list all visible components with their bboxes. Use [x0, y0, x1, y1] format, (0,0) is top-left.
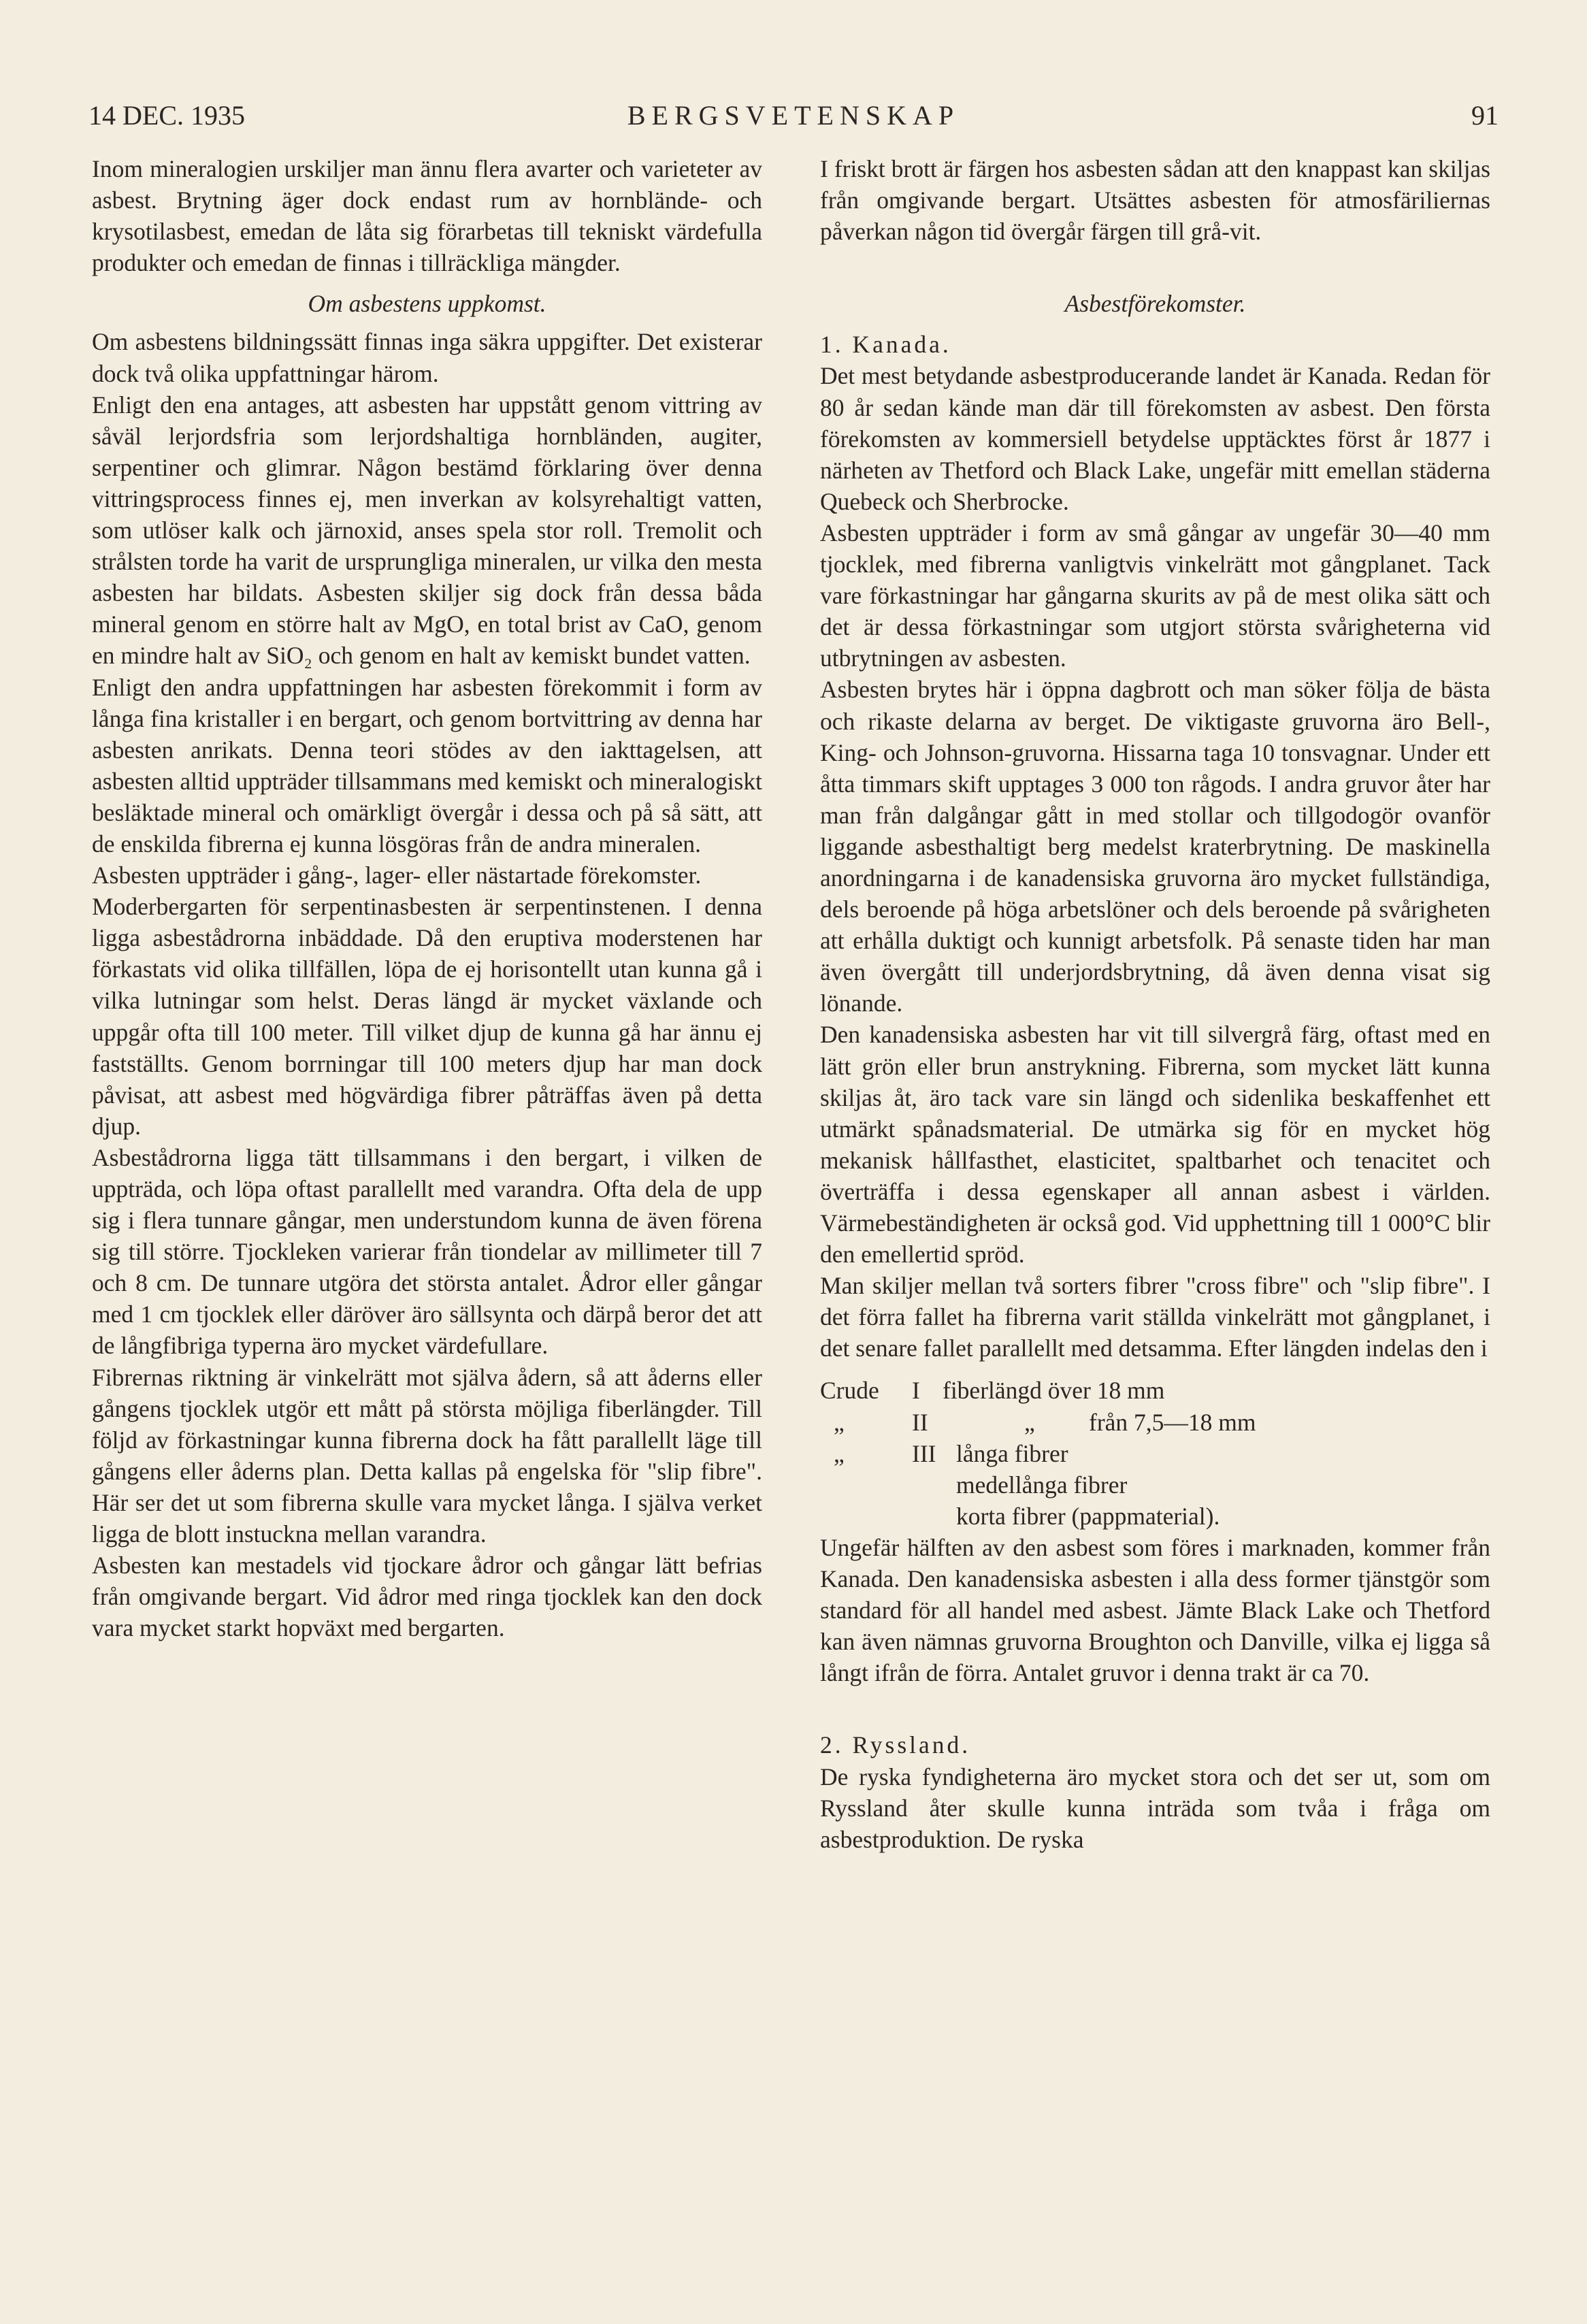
grade-row: [820, 1438, 1490, 1469]
grade-ditto: „: [1024, 1408, 1035, 1436]
paragraph: Asbesten kan mestadels vid tjockare ådror och gångar lätt befrias från omgivande bergart. Vid ådror med ringa tjocklek kan den dock vara mycket starkt hopväxt med bergarten.: [92, 1552, 762, 1642]
journal-title: BERGSVETENSKAP: [627, 100, 960, 131]
paragraph: Fibrernas riktning är vinkelrätt mot själva ådern, så att åderns eller gångens tjocklek utgör ett mått på största möjliga fiberlängder. Till följd av förkastningar kunna fibrerna dock ha fått parallellt läge till gångens eller åderns plan. Detta kallas på engelska för "slip fibre". Här ser det ut som fibrerna skulle vara mycket långa. I själva verket ligga de blott instuckna mellan varandra.: [92, 1363, 762, 1548]
paragraph: Asbesten uppträder i form av små gångar av ungefär 30—40 mm tjocklek, med fibrerna vanligtvis vinkelrätt mot gångplanet. Tack vare förkastningar har gångarna skurits av på de mest olika sätt och det är dessa förkastningar som utgjort största svårigheterna vid utbrytningen av asbesten.: [820, 519, 1490, 672]
section-heading-uppkomst: Om asbestens uppkomst.: [308, 290, 546, 318]
date-day: 14: [88, 100, 116, 131]
page-header: [88, 95, 1499, 136]
paragraph: Inom mineralogien urskiljer man ännu flera avarter och varieteter av asbest. Brytning äger dock endast rum av hornblände- och krysotilasbest, emedan de låta sig förarbetas till tekniskt värdefulla produkter och emedan de finnas i tillräckliga mängder.: [92, 155, 762, 277]
grade-row: [820, 1375, 1490, 1406]
paragraph: Det mest betydande asbestproducerande landet är Kanada. Redan för 80 år sedan kände man där till förekomsten av asbest. Den första förekomsten av kommersiell betydelse upptäcktes först år 1877 i närheten av Thetford och Black Lake, ungefär mitt emellan städerna Quebeck och Sherbrocke.: [820, 362, 1490, 515]
grade-desc: långa fibrer: [956, 1439, 1068, 1467]
paragraph: Asbesten brytes här i öppna dagbrott och man söker följa de bästa och rikaste delarna av berget. De viktigaste gruvorna äro Bell-, King- och Johnson-gruvorna. Hissarna taga 10 tonsvagnar. Under ett åtta timmars skift upptages 3 000 ton rågods. I andra gruvor åter har man från dalgångar gått in med stollar och tillgodogör ovanför liggande asbesthaltigt berg medelst kraterbrytning. De maskinella anordningarna i de kanadensiska gruvorna äro mycket fullständiga, dels beroende på höga arbetslöner och dels beroende på svårigheten att erhålla duktigt och kunnigt arbetsfolk. På senaste tiden har man även övergått till underjordsbrytning, då även denna visat sig lönande.: [820, 676, 1490, 1017]
section-heading-forekomster: Asbestförekomster.: [1064, 290, 1246, 318]
left-column: [92, 153, 762, 1643]
paragraph: Om asbestens bildningssätt finnas inga säkra uppgifter. Det existerar dock två olika uppfattningar härom.: [92, 328, 762, 387]
date-year: 1935: [191, 100, 245, 131]
grade-numeral: I: [912, 1377, 920, 1405]
paragraph: Enligt den andra uppfattningen har asbesten förekommit i form av långa fina kristaller i en bergart, och genom bortvittring av denna har asbesten anrikats. Denna teori stödes av den iakttagelsen, att asbesten alltid uppträder tillsammans med kemiskt och mineralogiskt besläktade mineral och omärkligt övergår i dessa och på så sätt, att de enskilda fibrerna ej kunna lösgöras från de andra mineralen.: [92, 673, 762, 857]
grade-row: [820, 1469, 1490, 1501]
grade-desc: från 7,5—18 mm: [1089, 1408, 1256, 1436]
grade-numeral: III: [912, 1439, 936, 1467]
subsection-ryssland: 2. Ryssland.: [820, 1731, 971, 1759]
paragraph: Ungefär hälften av den asbest som föres i marknaden, kommer från Kanada. Den kanadensiska asbesten i alla dess former tjänstgör som standard för all handel med asbest. Jämte Black Lake och Thetford kan även nämnas gruvorna Broughton och Danville, vilka ej ligga så långt ifrån de förra. Antalet gruvor i denna trakt är ca 70.: [820, 1533, 1490, 1687]
subsection-kanada: 1. Kanada.: [820, 331, 951, 359]
paragraph: De ryska fyndigheterna äro mycket stora och det ser ut, som om Ryssland åter skulle kunna inträda som tvåa i fråga om asbestproduktion. De ryska: [820, 1763, 1490, 1853]
grade-row: [820, 1407, 1490, 1438]
grade-label: Crude: [820, 1377, 879, 1405]
grade-desc: fiberlängd över 18 mm: [943, 1377, 1165, 1405]
paragraph: I friskt brott är färgen hos asbesten sådan att den knappast kan skiljas från omgivande bergart. Utsättes asbesten för atmosfäriliernas påverkan någon tid övergår färgen till grå-vit.: [820, 155, 1490, 246]
grade-desc: medellånga fibrer: [956, 1471, 1128, 1499]
grade-desc: korta fibrer (pappmaterial).: [956, 1502, 1220, 1530]
right-column: [820, 153, 1490, 1855]
paragraph: Asbestådrorna ligga tätt tillsammans i den bergart, i vilken de uppträda, och löpa oftast parallellt med varandra. Ofta dela de upp sig i flera tunnare gångar, men understundom kunna de även förena sig till större. Tjockleken varierar från tiondelar av millimeter till 7 och 8 cm. De tunnare utgöra det största antalet. Ådror eller gångar med 1 cm tjocklek eller däröver äro sällsynta och därpå beror det att de långfibriga typerna äro mycket värdefullare.: [92, 1143, 762, 1360]
grade-ditto: „: [834, 1439, 845, 1467]
page-number: 91: [1471, 100, 1499, 131]
paragraph: Man skiljer mellan två sorters fibrer "cross fibre" och "slip fibre". I det förra fallet ha fibrerna varit ställda vinkelrätt mot gångplanet, i det senare fallet parallellt med detsamma. Efter längden indelas den i: [820, 1272, 1490, 1362]
date-month: DEC.: [122, 100, 184, 131]
paragraph: Den kanadensiska asbesten har vit till silvergrå färg, oftast med en lätt grön eller brun anstrykning. Fibrerna, som mycket lätt kunna skiljas åt, äro tack vare sin längd och sidenlika beskaffenhet ett utmärkt spånadsmaterial. De utmärka sig för en mycket hög mekanisk hållfasthet, elasticitet, spaltbarhet och tenacitet och överträffa i dessa egenskaper all annan asbest i världen. Värmebeständigheten är också god. Vid upphettning till 1 000°C blir den emellertid spröd.: [820, 1021, 1490, 1269]
paragraph: Asbesten uppträder i gång-, lager- eller nästartade förekomster.: [92, 862, 702, 889]
grade-ditto: „: [834, 1408, 845, 1436]
grade-numeral: II: [912, 1408, 928, 1436]
paragraph: Moderbergarten för serpentinasbesten är serpentinstenen. I denna ligga asbestådrorna inbäddade. Då den eruptiva moderstenen har förkastats vid olika tillfällen, löpa de ej horisontellt utan kunna gå i vilka lutningar som helst. Deras längd är mycket växlande och uppgår ofta till 100 meter. Till vilket djup de kunna gå har ännu ej fastställts. Genom borrningar till 100 meters djup har man dock påvisat, att asbest med högvärdiga fibrer påträffas även på detta djup.: [92, 893, 762, 1140]
grade-row: [820, 1501, 1490, 1532]
fiber-grade-list: [820, 1375, 1490, 1531]
paragraph: Enligt den ena antages, att asbesten har uppstått genom vittring av såväl lerjordsfria som lerjordshaltiga hornbländen, augiter, serpentiner och glimrar. Någon bestämd förklaring över denna vittringsprocess finnes ej, men inverkan av kolsyrehaltigt vatten, som utlöser kalk och järnoxid, anses spela stor roll. Tremolit och strålsten torde ha varit de ursprungliga mineralen, ur vilka den mesta asbesten har bildats. Asbesten skiljer sig dock från dessa båda mineral genom en större halt av MgO, en total brist av CaO, genom en mindre halt av SiO₂ och genom en halt av kemiskt bundet vatten.: [92, 391, 762, 670]
